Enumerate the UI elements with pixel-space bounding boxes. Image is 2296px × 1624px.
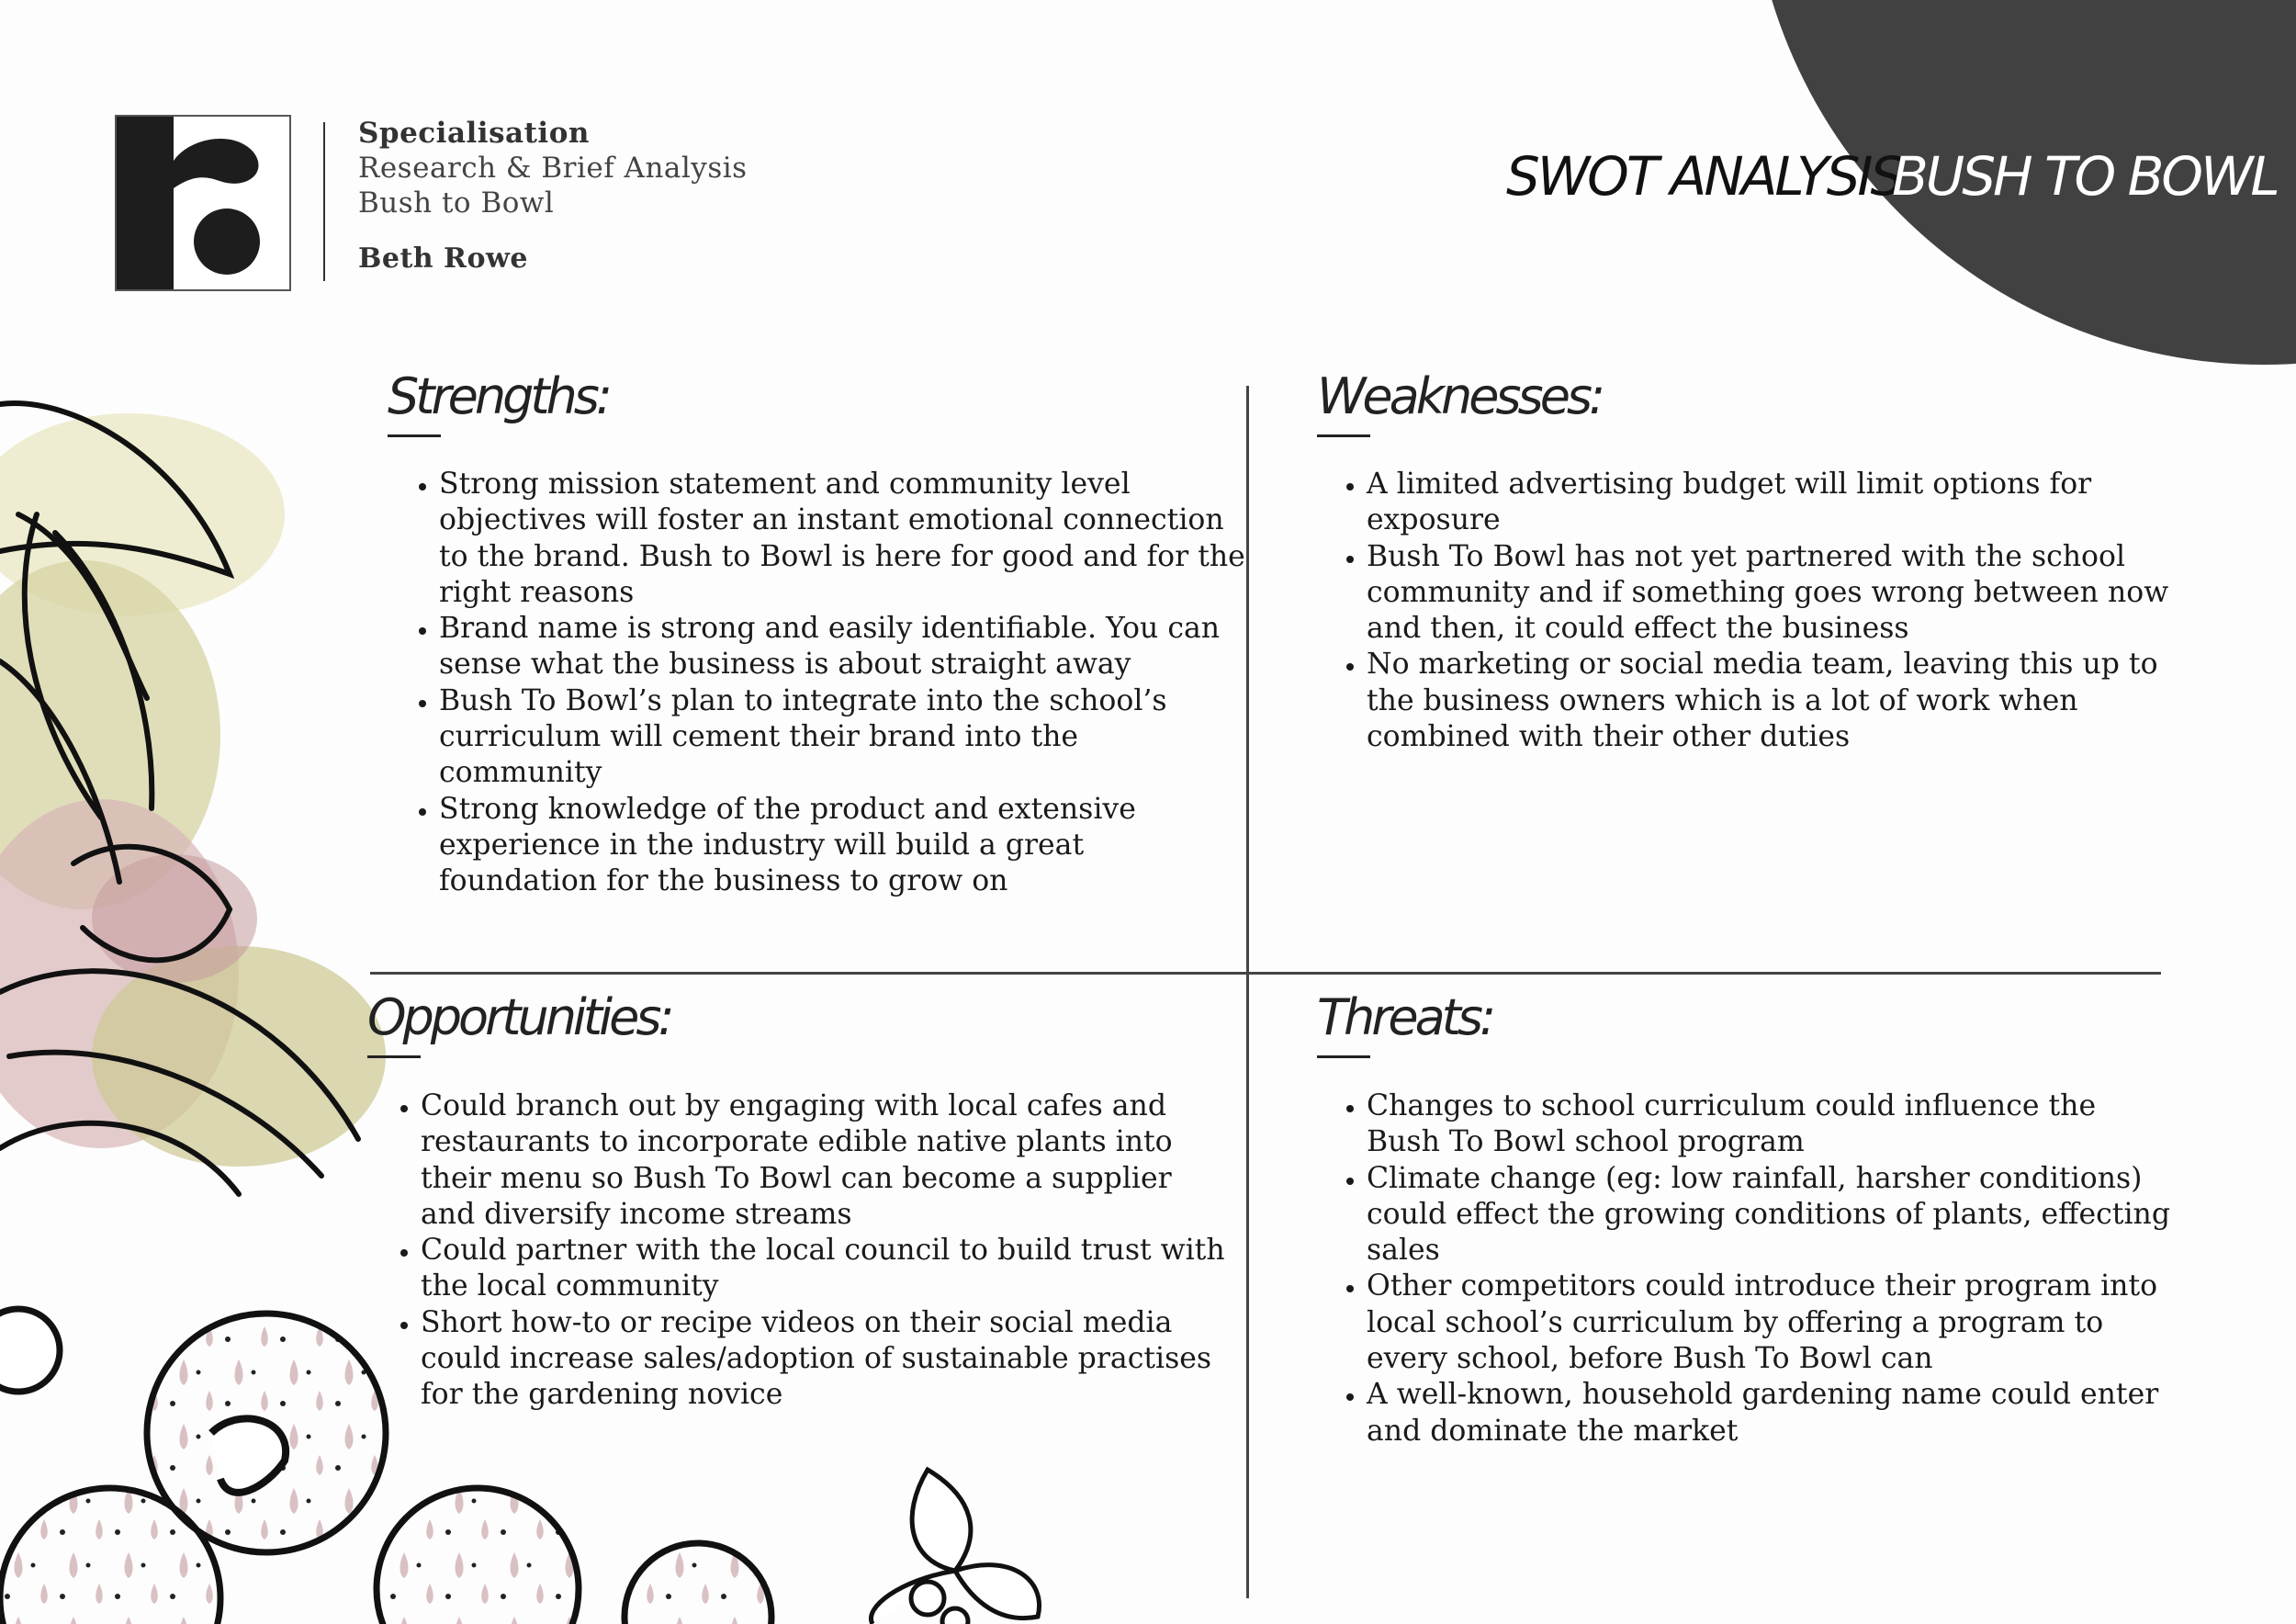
list-item: • Changes to school curriculum could influence the Bush To Bowl school program [1367,1088,2175,1161]
list-item: • Other competitors could introduce their program into local school’s curriculum by offering a program to every school, before Bush To Bowl can [1367,1269,2175,1377]
list-item: • Bush To Bowl’s plan to integrate into the school’s curriculum will cement their brand into the community [439,683,1247,792]
list-item: • Bush To Bowl has not yet partnered with the school community and if something goes wrong between now and then, it could effect the business [1367,539,2175,648]
document-title-part2: BUSH TO BOWL [1892,145,2278,208]
threats-heading-underline [1317,1055,1370,1058]
strengths-heading: Strengths: [388,367,609,441]
list-item: • Could branch out by engaging with local cafes and restaurants to incorporate edible native plants into their menu so Bush To Bowl can become a supplier and diversify income streams [421,1088,1229,1233]
weaknesses-list [1318,467,2175,755]
list-item: • Strong mission statement and community level objectives will foster an instant emotional connection to the brand. Bush to Bowl is here for good and for the right reasons [439,467,1247,611]
threats-heading: Threats: [1317,988,1492,1062]
header-divider [323,122,325,281]
strengths-heading-underline [388,434,441,437]
logo-mark-icon [117,117,289,289]
opportunities-heading: Opportunities: [367,988,671,1062]
list-item: • Strong knowledge of the product and extensive experience in the industry will build a great foundation for the business to grow on [439,792,1247,900]
header-author: Beth Rowe [358,242,528,275]
list-item: • No marketing or social media team, leaving this up to the business owners which is a lot of work when combined with their other duties [1367,647,2175,755]
list-item: • A limited advertising budget will limit options for exposure [1367,467,2175,539]
header-subject: Specialisation [358,117,590,150]
quadrant-divider-horizontal [370,972,2161,975]
header-project: Bush to Bowl [358,186,555,220]
threats-list [1318,1088,2175,1449]
document-title-part1: SWOT ANALYSIS [1506,145,1902,208]
list-item: • Short how-to or recipe videos on their social media could increase sales/adoption of sustainable practises for the gardening novice [421,1305,1229,1414]
header-unit: Research & Brief Analysis [358,152,748,185]
list-item: • A well-known, household gardening name could enter and dominate the market [1367,1377,2175,1449]
list-item: • Brand name is strong and easily identifiable. You can sense what the business is about straight away [439,611,1247,683]
document-title [1506,140,2278,213]
opportunities-heading-underline [367,1055,421,1058]
strengths-list [390,467,1247,900]
weaknesses-heading-underline [1317,434,1370,437]
weaknesses-heading: Weaknesses: [1317,367,1602,441]
list-item: • Climate change (eg: low rainfall, harsher conditions) could effect the growing conditions of plants, effecting sales [1367,1161,2175,1269]
list-item: • Could partner with the local council to build trust with the local community [421,1233,1229,1305]
brand-logo [115,115,291,291]
header-info [358,116,872,220]
opportunities-list [372,1088,1229,1414]
